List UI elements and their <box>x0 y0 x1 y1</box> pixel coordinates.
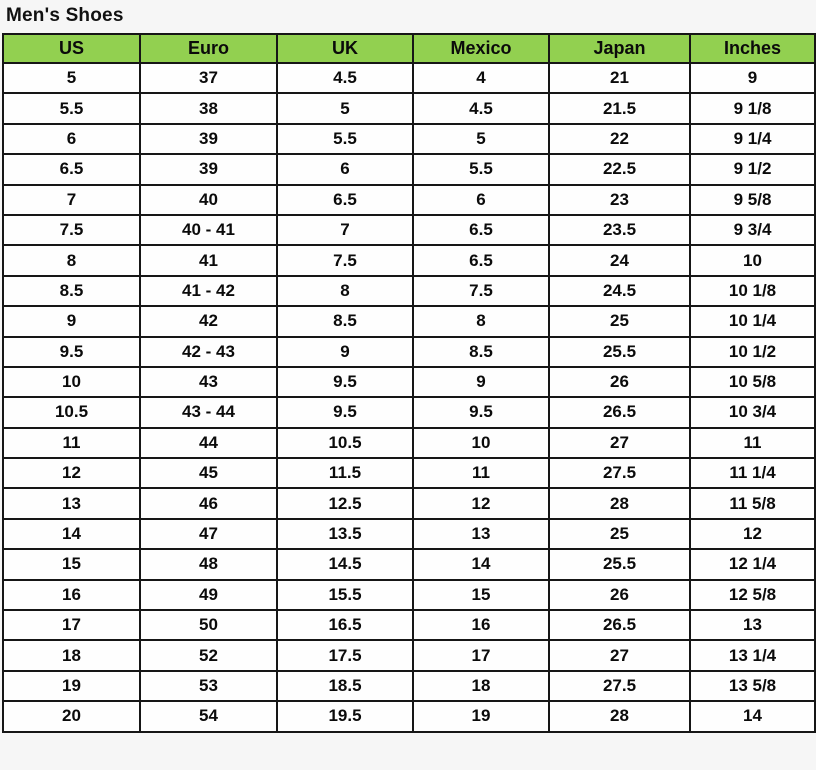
table-row <box>3 428 815 458</box>
size-conversion-table <box>2 33 816 733</box>
table-cell: 43 <box>140 367 277 397</box>
table-cell: 13.5 <box>277 519 413 549</box>
table-cell: 4.5 <box>413 93 549 123</box>
table-row <box>3 154 815 184</box>
table-row <box>3 580 815 610</box>
column-header-us: US <box>3 34 140 63</box>
table-cell: 13 <box>3 488 140 518</box>
table-cell: 11 1/4 <box>690 458 815 488</box>
table-cell: 52 <box>140 640 277 670</box>
table-cell: 10 1/2 <box>690 337 815 367</box>
table-cell: 9 1/4 <box>690 124 815 154</box>
table-cell: 9 <box>277 337 413 367</box>
table-cell: 46 <box>140 488 277 518</box>
table-cell: 5.5 <box>277 124 413 154</box>
table-cell: 9 <box>690 63 815 93</box>
table-cell: 26 <box>549 580 690 610</box>
table-cell: 42 - 43 <box>140 337 277 367</box>
table-cell: 16.5 <box>277 610 413 640</box>
table-cell: 20 <box>3 701 140 731</box>
table-cell: 13 1/4 <box>690 640 815 670</box>
table-cell: 8 <box>277 276 413 306</box>
table-cell: 5.5 <box>3 93 140 123</box>
table-cell: 10 <box>3 367 140 397</box>
table-cell: 19 <box>413 701 549 731</box>
table-cell: 11 5/8 <box>690 488 815 518</box>
table-cell: 9 1/8 <box>690 93 815 123</box>
table-cell: 17 <box>3 610 140 640</box>
table-row <box>3 701 815 731</box>
table-cell: 54 <box>140 701 277 731</box>
table-cell: 8 <box>413 306 549 336</box>
column-header-uk: UK <box>277 34 413 63</box>
table-row <box>3 488 815 518</box>
table-cell: 26 <box>549 367 690 397</box>
table-cell: 39 <box>140 124 277 154</box>
table-row <box>3 215 815 245</box>
table-cell: 21 <box>549 63 690 93</box>
table-cell: 9.5 <box>277 367 413 397</box>
table-cell: 37 <box>140 63 277 93</box>
table-cell: 7.5 <box>277 245 413 275</box>
table-cell: 12 <box>690 519 815 549</box>
table-cell: 17.5 <box>277 640 413 670</box>
table-row <box>3 671 815 701</box>
table-row <box>3 549 815 579</box>
table-cell: 40 <box>140 185 277 215</box>
table-cell: 15.5 <box>277 580 413 610</box>
table-cell: 12 1/4 <box>690 549 815 579</box>
table-cell: 23.5 <box>549 215 690 245</box>
table-cell: 6.5 <box>3 154 140 184</box>
table-cell: 49 <box>140 580 277 610</box>
table-cell: 6.5 <box>413 215 549 245</box>
table-row <box>3 610 815 640</box>
table-cell: 9 <box>3 306 140 336</box>
table-cell: 24.5 <box>549 276 690 306</box>
table-cell: 48 <box>140 549 277 579</box>
table-row <box>3 397 815 427</box>
table-cell: 14 <box>690 701 815 731</box>
table-cell: 18.5 <box>277 671 413 701</box>
table-cell: 9.5 <box>277 397 413 427</box>
table-cell: 16 <box>3 580 140 610</box>
table-cell: 16 <box>413 610 549 640</box>
table-cell: 22.5 <box>549 154 690 184</box>
table-cell: 43 - 44 <box>140 397 277 427</box>
table-cell: 10 3/4 <box>690 397 815 427</box>
table-cell: 5 <box>277 93 413 123</box>
table-cell: 11 <box>3 428 140 458</box>
column-header-inches: Inches <box>690 34 815 63</box>
page-title: Men's Shoes <box>6 5 124 26</box>
table-cell: 9 5/8 <box>690 185 815 215</box>
table-cell: 15 <box>3 549 140 579</box>
table-cell: 14 <box>413 549 549 579</box>
table-cell: 6.5 <box>277 185 413 215</box>
table-cell: 41 - 42 <box>140 276 277 306</box>
table-cell: 38 <box>140 93 277 123</box>
table-cell: 17 <box>413 640 549 670</box>
table-cell: 25 <box>549 519 690 549</box>
table-cell: 10.5 <box>277 428 413 458</box>
table-cell: 45 <box>140 458 277 488</box>
table-row <box>3 519 815 549</box>
table-cell: 8.5 <box>277 306 413 336</box>
table-cell: 8.5 <box>413 337 549 367</box>
table-cell: 9 1/2 <box>690 154 815 184</box>
table-body <box>3 63 815 732</box>
table-cell: 42 <box>140 306 277 336</box>
table-cell: 28 <box>549 701 690 731</box>
table-row <box>3 306 815 336</box>
table-cell: 11.5 <box>277 458 413 488</box>
table-cell: 10 <box>690 245 815 275</box>
table-cell: 10 <box>413 428 549 458</box>
table-cell: 15 <box>413 580 549 610</box>
table-cell: 5 <box>413 124 549 154</box>
table-row <box>3 337 815 367</box>
table-cell: 13 <box>690 610 815 640</box>
table-cell: 9 3/4 <box>690 215 815 245</box>
table-cell: 13 5/8 <box>690 671 815 701</box>
table-cell: 27 <box>549 428 690 458</box>
table-cell: 47 <box>140 519 277 549</box>
table-cell: 8.5 <box>3 276 140 306</box>
table-cell: 9.5 <box>413 397 549 427</box>
table-cell: 10 1/8 <box>690 276 815 306</box>
table-row <box>3 93 815 123</box>
column-header-euro: Euro <box>140 34 277 63</box>
table-cell: 25.5 <box>549 549 690 579</box>
table-cell: 5.5 <box>413 154 549 184</box>
table-cell: 25.5 <box>549 337 690 367</box>
header-row <box>3 34 815 63</box>
table-cell: 26.5 <box>549 397 690 427</box>
table-cell: 39 <box>140 154 277 184</box>
table-row <box>3 124 815 154</box>
table-row <box>3 185 815 215</box>
table-cell: 9.5 <box>3 337 140 367</box>
table-cell: 27.5 <box>549 458 690 488</box>
table-cell: 12 <box>413 488 549 518</box>
table-cell: 10 1/4 <box>690 306 815 336</box>
table-cell: 8 <box>3 245 140 275</box>
table-row <box>3 245 815 275</box>
table-cell: 11 <box>690 428 815 458</box>
table-cell: 18 <box>3 640 140 670</box>
table-cell: 12.5 <box>277 488 413 518</box>
table-cell: 26.5 <box>549 610 690 640</box>
table-cell: 12 <box>3 458 140 488</box>
table-cell: 7.5 <box>413 276 549 306</box>
table-cell: 6 <box>277 154 413 184</box>
table-cell: 25 <box>549 306 690 336</box>
table-cell: 13 <box>413 519 549 549</box>
table-cell: 10.5 <box>3 397 140 427</box>
table-row <box>3 63 815 93</box>
table-cell: 10 5/8 <box>690 367 815 397</box>
table-cell: 6 <box>3 124 140 154</box>
table-cell: 21.5 <box>549 93 690 123</box>
table-cell: 11 <box>413 458 549 488</box>
table-cell: 4.5 <box>277 63 413 93</box>
table-cell: 22 <box>549 124 690 154</box>
column-header-mexico: Mexico <box>413 34 549 63</box>
table-cell: 7 <box>277 215 413 245</box>
table-cell: 4 <box>413 63 549 93</box>
table-cell: 12 5/8 <box>690 580 815 610</box>
table-cell: 7.5 <box>3 215 140 245</box>
table-cell: 40 - 41 <box>140 215 277 245</box>
table-cell: 19.5 <box>277 701 413 731</box>
table-row <box>3 367 815 397</box>
table-cell: 50 <box>140 610 277 640</box>
table-cell: 28 <box>549 488 690 518</box>
table-cell: 7 <box>3 185 140 215</box>
table-cell: 23 <box>549 185 690 215</box>
table-cell: 27 <box>549 640 690 670</box>
table-cell: 53 <box>140 671 277 701</box>
table-cell: 6 <box>413 185 549 215</box>
table-row <box>3 640 815 670</box>
table-cell: 19 <box>3 671 140 701</box>
table-cell: 44 <box>140 428 277 458</box>
table-cell: 27.5 <box>549 671 690 701</box>
column-header-japan: Japan <box>549 34 690 63</box>
table-row <box>3 276 815 306</box>
table-cell: 14 <box>3 519 140 549</box>
table-cell: 14.5 <box>277 549 413 579</box>
table-cell: 18 <box>413 671 549 701</box>
table-cell: 9 <box>413 367 549 397</box>
table-cell: 6.5 <box>413 245 549 275</box>
table-cell: 5 <box>3 63 140 93</box>
table-cell: 24 <box>549 245 690 275</box>
table-row <box>3 458 815 488</box>
table-cell: 41 <box>140 245 277 275</box>
